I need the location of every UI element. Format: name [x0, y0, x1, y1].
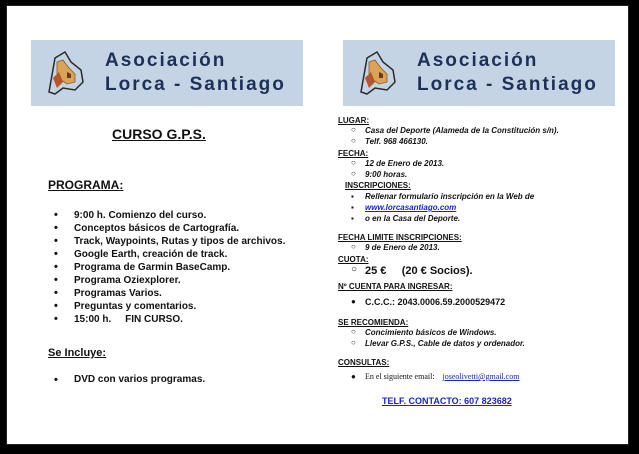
- recomienda-item: ○ Concimiento básicos de Windows.: [351, 327, 497, 337]
- list-item: • Track, Waypoints, Rutas y tipos de archivos.: [52, 235, 285, 248]
- inscripciones-item: ▪ www.lorcasantiago.com: [351, 203, 457, 212]
- lugar-text: Casa del Deporte (Alameda de la Constitución s/n).: [365, 126, 559, 135]
- programa-list: [52, 209, 285, 326]
- list-item: • Programa de Garmin BaseCamp.: [52, 261, 285, 274]
- consultas-item: ● En el siguiente email: joseolivetti@gmail.com: [351, 372, 520, 381]
- recomienda-heading: SE RECOMIENDA:: [338, 318, 409, 327]
- cuenta-heading: Nº CUENTA PARA INGRESAR:: [338, 282, 453, 291]
- course-title: CURSO G.P.S.: [112, 126, 206, 142]
- inscripciones-text: o en la Casa del Deporte.: [365, 214, 461, 223]
- cuenta-text: C.C.C.: 2043.0006.59.2000529472: [365, 297, 506, 307]
- recomienda-item: ○ Llevar G.P.S., Cable de datos y ordenador.: [351, 338, 525, 348]
- inscripciones-text: Rellenar formulario inscripción en la Web de: [365, 192, 535, 201]
- inscripciones-item: ▪ o en la Casa del Deporte.: [351, 214, 461, 223]
- recomienda-text: Concimiento básicos de Windows.: [365, 328, 497, 337]
- list-item: • 9:00 h. Comienzo del curso.: [52, 209, 285, 222]
- recomienda-text: Llevar G.P.S., Cable de datos y ordenador.: [365, 339, 525, 348]
- list-item: • Programas Varios.: [52, 287, 285, 300]
- fecha-item: ○ 12 de Enero de 2013.: [351, 158, 445, 168]
- banner-title-line2: Lorca - Santiago: [417, 74, 598, 95]
- fecha-heading: FECHA:: [338, 149, 369, 158]
- list-item: • Google Earth, creación de track.: [52, 248, 285, 261]
- fecha-limite-item: ○ 9 de Enero de 2013.: [351, 242, 440, 252]
- list-item: • 15:00 h. FIN CURSO.: [52, 313, 285, 326]
- left-column: [7, 6, 327, 444]
- lugar-phone: Telf. 968 466130.: [365, 137, 428, 146]
- website-link[interactable]: www.lorcasantiago.com: [365, 203, 457, 212]
- right-column: [327, 6, 627, 444]
- consultas-heading: CONSULTAS:: [338, 358, 390, 367]
- programa-heading: PROGRAMA:: [48, 178, 124, 192]
- list-item: • Conceptos básicos de Cartografía.: [52, 222, 285, 235]
- flyer-sheet: [6, 5, 629, 445]
- fecha-limite-heading: FECHA LIMITE INSCRIPCIONES:: [338, 233, 462, 242]
- incluye-heading: Se Incluye:: [48, 347, 107, 359]
- fecha-item: ○ 9:00 horas.: [351, 169, 408, 179]
- cuota-item: ○ 25 € (20 € Socios).: [351, 264, 473, 277]
- banner-title-line2: Lorca - Santiago: [105, 74, 286, 95]
- incluye-list: [52, 374, 205, 385]
- inscripciones-item: ▪ Rellenar formulario inscripción en la Web de: [351, 192, 535, 201]
- cuenta-item: ● C.C.C.: 2043.0006.59.2000529472: [351, 297, 506, 307]
- email-link[interactable]: joseolivetti@gmail.com: [442, 372, 520, 381]
- inscripciones-heading: INSCRIPCIONES:: [345, 181, 411, 190]
- cuota-text: 25 € (20 € Socios).: [365, 265, 473, 277]
- banner-title-line1: Asociación: [105, 50, 227, 71]
- contact-phone: TELF. CONTACTO: 607 823682: [382, 396, 512, 406]
- list-item: • Preguntas y comentarios.: [52, 300, 285, 313]
- list-item: • Programa Oziexplorer.: [52, 274, 285, 287]
- lugar-item: ○ Telf. 968 466130.: [351, 136, 428, 146]
- banner-title-line1: Asociación: [417, 50, 539, 71]
- consultas-label: En el siguiente email:: [365, 372, 435, 381]
- fecha-limite-text: 9 de Enero de 2013.: [365, 243, 440, 252]
- lugar-item: ○ Casa del Deporte (Alameda de la Constitución s/n).: [351, 125, 559, 135]
- fecha-time: 9:00 horas.: [365, 170, 408, 179]
- lugar-heading: LUGAR:: [338, 116, 370, 125]
- fecha-date: 12 de Enero de 2013.: [365, 159, 445, 168]
- list-item: • DVD con varios programas.: [52, 374, 205, 385]
- cuota-heading: CUOTA:: [338, 255, 369, 264]
